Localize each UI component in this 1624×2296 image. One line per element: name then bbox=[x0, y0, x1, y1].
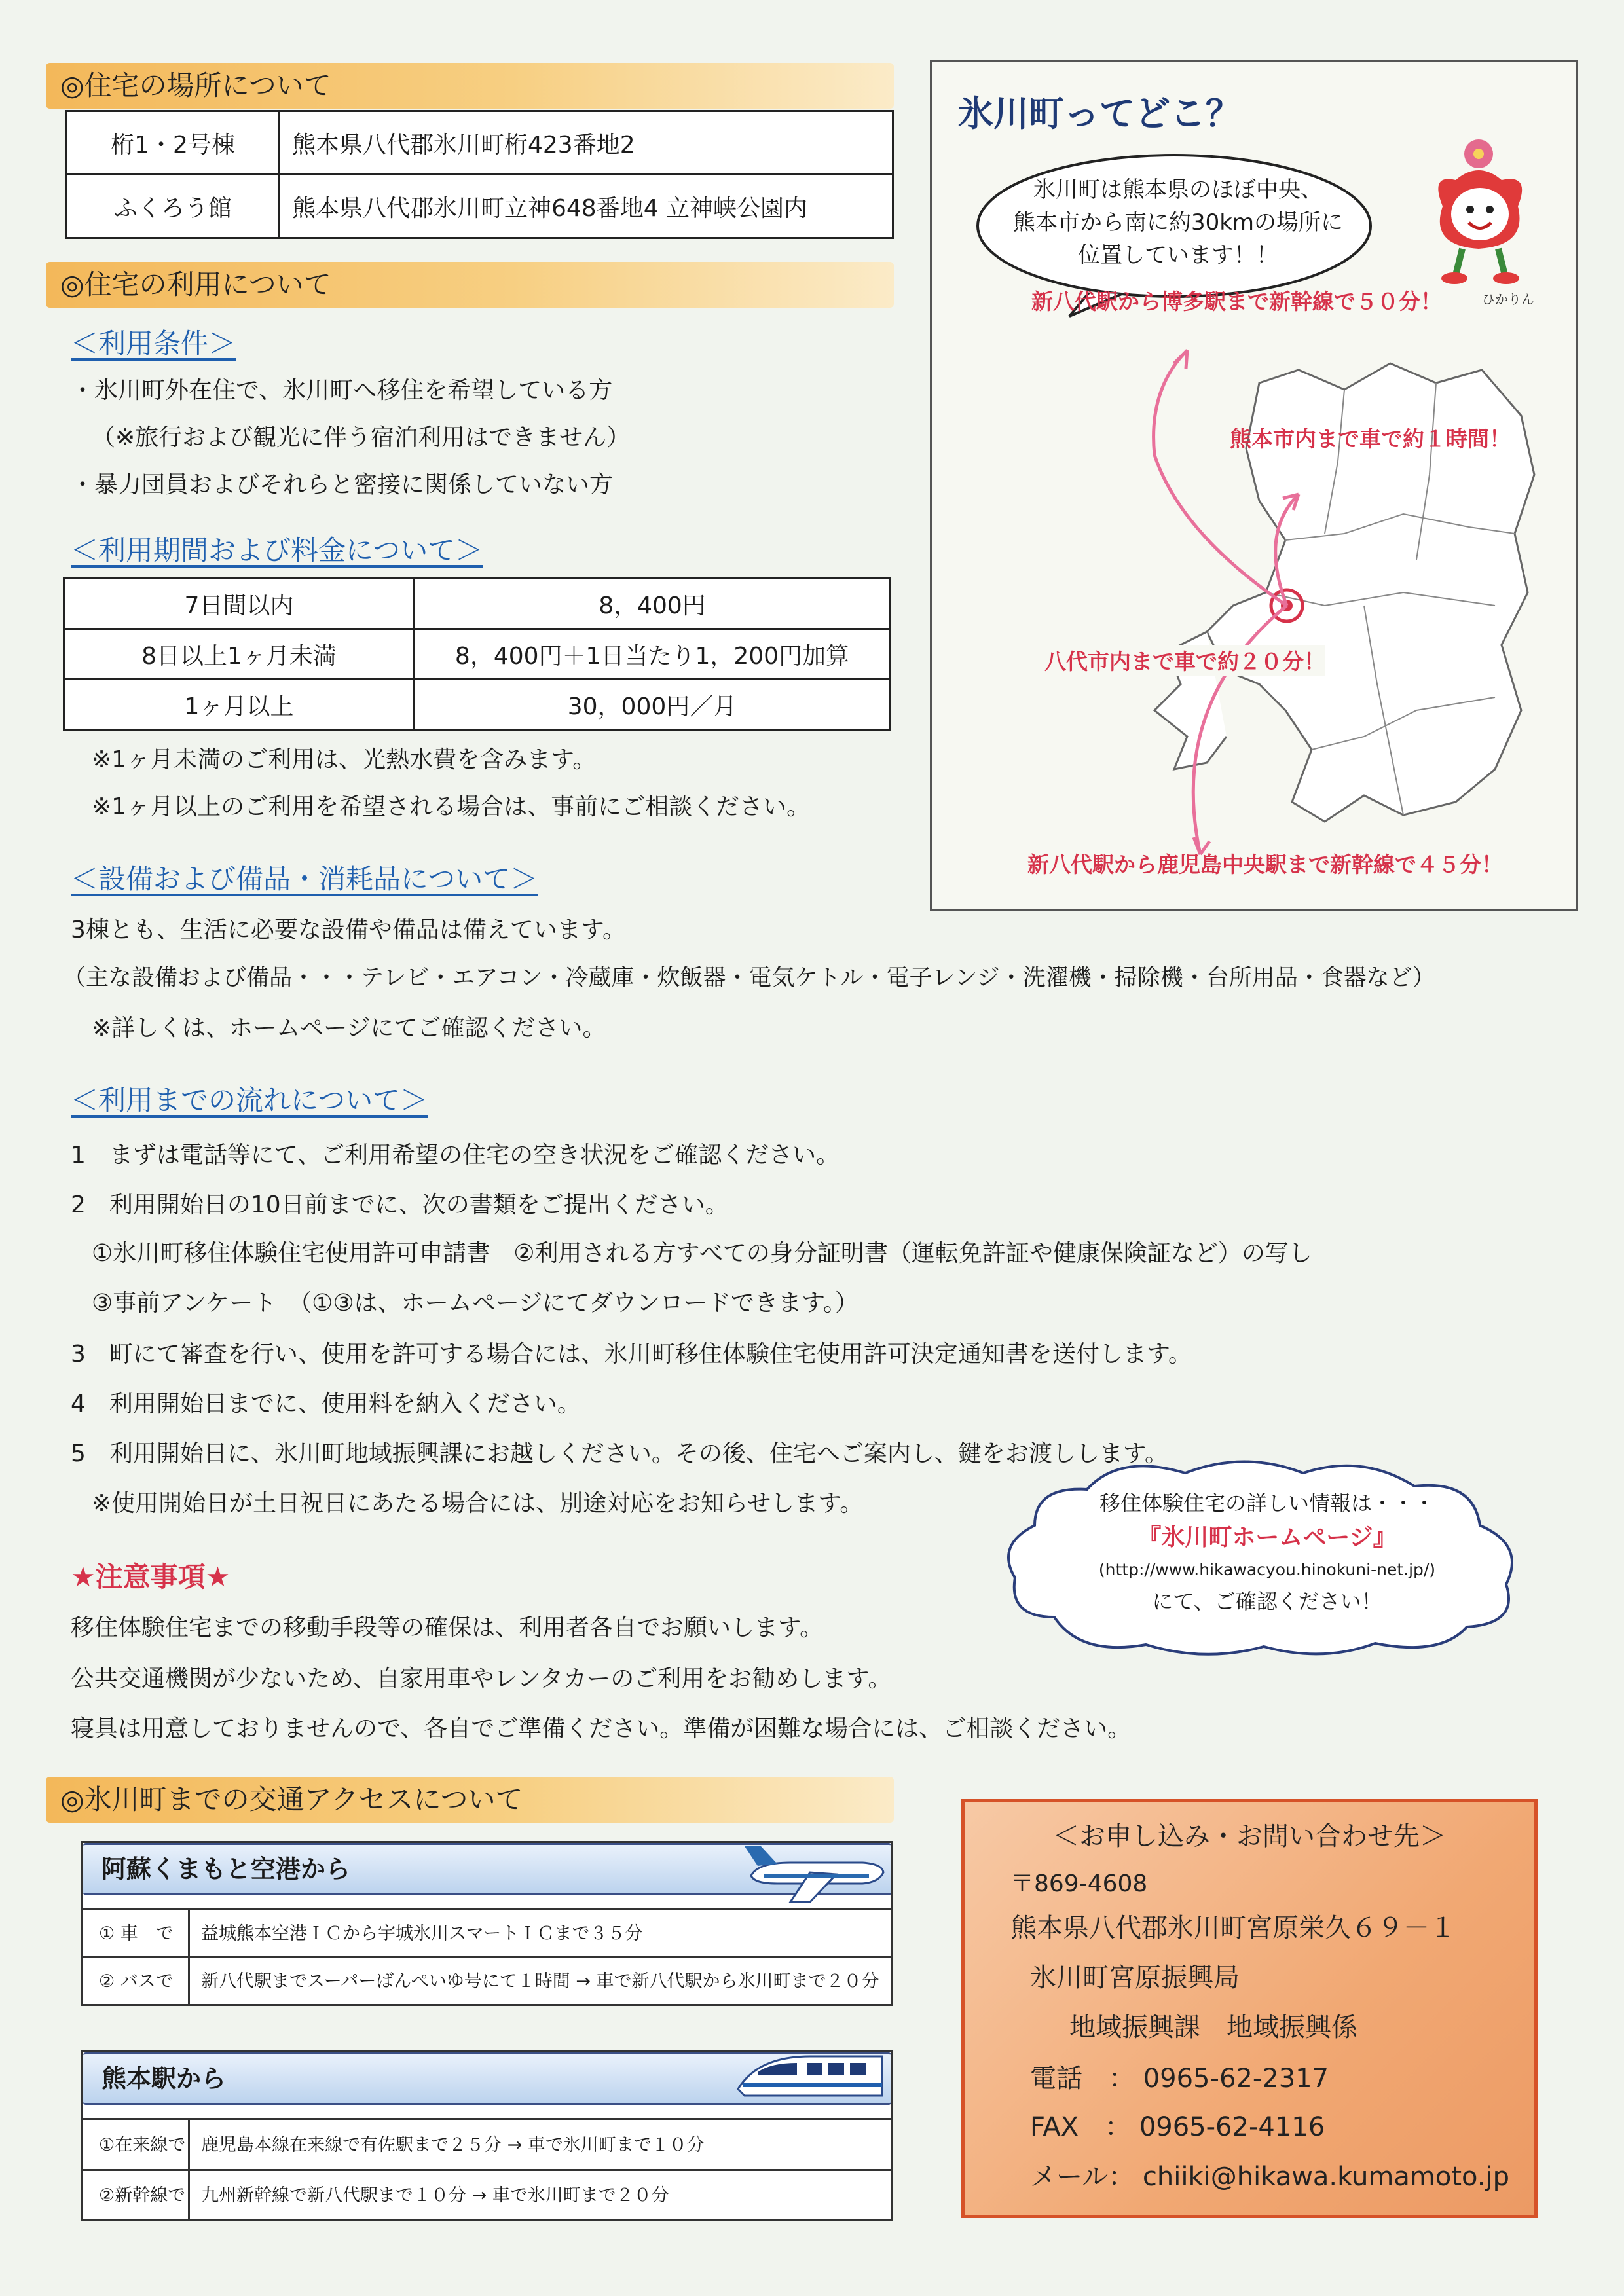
access-detail: 鹿児島本線在来線で有佐駅まで２５分 → 車で氷川町まで１０分 bbox=[201, 2135, 705, 2155]
fee-period: 1ヶ月以上 bbox=[64, 680, 415, 730]
fee-note: ※1ヶ月以上のご利用を希望される場合は、事前にご相談ください。 bbox=[92, 793, 811, 820]
contact-email[interactable]: メール： chiiki@hikawa.kumamoto.jp bbox=[1030, 2162, 1510, 2192]
homepage-info bbox=[995, 1486, 1539, 1618]
fee-title: ＜利用期間および料金について＞ bbox=[71, 534, 483, 566]
access-detail: 益城熊本空港ＩＣから宇城氷川スマートＩＣまで３５分 bbox=[201, 1923, 643, 1944]
route-label: 熊本市内まで車で約１時間！ bbox=[1230, 426, 1511, 452]
map-panel bbox=[930, 60, 1578, 911]
access-method: ①在来線で bbox=[99, 2135, 186, 2155]
route-label: 八代市内まで車で約２０分！ bbox=[1044, 645, 1325, 676]
access-method: ① 車 で bbox=[99, 1923, 174, 1944]
fee-period: 7日間以内 bbox=[64, 579, 415, 629]
route-label: 新八代駅から博多駅まで新幹線で５０分！ bbox=[1031, 289, 1442, 314]
route-arrows bbox=[1102, 337, 1338, 874]
table-row bbox=[83, 1908, 891, 1958]
map-title: 氷川町ってどこ？ bbox=[958, 93, 1241, 134]
flow-step: 4 利用開始日までに、使用料を納入ください。 bbox=[71, 1391, 581, 1417]
access-detail: 新八代駅までスーパーばんぺいゆ号にて１時間 → 車で新八代駅から氷川町まで２０分 bbox=[201, 1971, 879, 1992]
equipment-title: ＜設備および備品・消耗品について＞ bbox=[71, 863, 538, 895]
contact-phone[interactable]: 電話 ： 0965-62-2317 bbox=[1030, 2064, 1329, 2094]
contact-postal: 〒869-4608 bbox=[1010, 1870, 1148, 1897]
bubble-text bbox=[995, 173, 1361, 272]
mascot-name: ひかりん bbox=[1482, 291, 1534, 307]
equipment-line: 3棟とも、生活に必要な設備や備品は備えています。 bbox=[71, 917, 627, 943]
flow-step: ①氷川町移住体験住宅使用許可申請書 ②利用される方すべての身分証明書（運転免許証や健康保険証など）の写し bbox=[92, 1240, 1312, 1267]
airport-title: 阿蘇くまもと空港から bbox=[83, 1843, 891, 1895]
contact-title: ＜お申し込み・お問い合わせ先＞ bbox=[1053, 1821, 1446, 1851]
conditions-title: ＜利用条件＞ bbox=[71, 327, 236, 359]
homepage-url[interactable]: (http://www.hikawacyou.hinokuni-net.jp/) bbox=[1098, 1560, 1436, 1579]
condition-line: ・氷川町外在住で、氷川町へ移住を希望している方 bbox=[71, 377, 613, 404]
table-row bbox=[83, 1956, 891, 2006]
fee-amount: 8，400円＋1日当たり1，200円加算 bbox=[415, 629, 891, 680]
table-row bbox=[64, 579, 891, 629]
contact-fax: FAX ： 0965-62-4116 bbox=[1030, 2112, 1325, 2142]
bubble-line: 熊本市から南に約30kmの場所に bbox=[1012, 210, 1344, 236]
location-address: 熊本県八代郡氷川町桁423番地2 bbox=[280, 111, 893, 175]
flow-step: 2 利用開始日の10日前までに、次の書類をご提出ください。 bbox=[71, 1192, 729, 1218]
table-row bbox=[64, 680, 891, 730]
condition-line: ・暴力団員およびそれらと密接に関係していない方 bbox=[71, 471, 614, 498]
contact-address: 熊本県八代郡氷川町宮原栄久６９－１ bbox=[1010, 1913, 1456, 1943]
bubble-line: 位置しています！！ bbox=[1078, 242, 1278, 268]
caution-title: ★注意事項★ bbox=[71, 1561, 231, 1593]
table-row bbox=[67, 111, 893, 175]
route-label: 新八代駅から鹿児島中央駅まで新幹線で４５分！ bbox=[1027, 852, 1503, 877]
flow-step: 3 町にて審査を行い、使用を許可する場合には、氷川町移住体験住宅使用許可決定通知書を送付します。 bbox=[71, 1341, 1192, 1368]
homepage-line: 移住体験住宅の詳しい情報は・・・ bbox=[1099, 1491, 1435, 1516]
equipment-line: （主な設備および備品・・・テレビ・エアコン・冷蔵庫・炊飯器・電気ケトル・電子レンジ・洗濯機・掃除機・台所用品・食器など） bbox=[63, 965, 1435, 991]
equipment-line: ※詳しくは、ホームページにてご確認ください。 bbox=[92, 1015, 606, 1042]
train-icon bbox=[731, 2043, 889, 2109]
access-detail: 九州新幹線で新八代駅まで１０分 → 車で氷川町まで２０分 bbox=[201, 2185, 669, 2206]
condition-line: （※旅行および観光に伴う宿泊利用はできません） bbox=[92, 424, 631, 451]
contact-box bbox=[961, 1799, 1538, 2218]
contact-office: 氷川町宮原振興局 bbox=[1030, 1963, 1240, 1993]
fee-note: ※1ヶ月未満のご利用は、光熱水費を含みます。 bbox=[92, 746, 597, 773]
table-row bbox=[64, 629, 891, 680]
location-heading: ◎住宅の場所について bbox=[46, 63, 894, 109]
mascot-icon bbox=[1416, 134, 1547, 304]
station-title: 熊本駅から bbox=[83, 2052, 891, 2105]
airport-access-box bbox=[81, 1841, 893, 2006]
access-heading: ◎氷川町までの交通アクセスについて bbox=[46, 1777, 894, 1823]
station-access-box bbox=[81, 2050, 893, 2221]
access-method: ② バスで bbox=[99, 1971, 174, 1992]
usage-heading: ◎住宅の利用について bbox=[46, 262, 894, 308]
flow-step: 5 利用開始日に、氷川町地域振興課にお越しください。その後、住宅へご案内し、鍵をお渡しします。 bbox=[71, 1440, 1169, 1467]
location-name: 桁1・2号棟 bbox=[67, 111, 280, 175]
fee-period: 8日以上1ヶ月未満 bbox=[64, 629, 415, 680]
bubble-line: 氷川町は熊本県のほぼ中央、 bbox=[1033, 177, 1323, 203]
table-row bbox=[83, 2169, 891, 2221]
contact-department: 地域振興課 地域振興係 bbox=[1069, 2013, 1357, 2043]
fee-table bbox=[63, 577, 891, 731]
flow-step: 1 まずは電話等にて、ご利用希望の住宅の空き状況をご確認ください。 bbox=[71, 1142, 840, 1169]
fee-amount: 8，400円 bbox=[415, 579, 891, 629]
flow-title: ＜利用までの流れについて＞ bbox=[71, 1084, 428, 1116]
caution-line: 公共交通機関が少ないため、自家用車やレンタカーのご利用をお勧めします。 bbox=[71, 1666, 892, 1692]
flow-note: ※使用開始日が土日祝日にあたる場合には、別途対応をお知らせします。 bbox=[92, 1490, 864, 1517]
airplane-icon bbox=[738, 1836, 889, 1908]
flow-step: ③事前アンケート （①③は、ホームページにてダウンロードできます。） bbox=[92, 1290, 859, 1317]
caution-line: 寝具は用意しておりませんので、各自でご準備ください。準備が困難な場合には、ご相談ください。 bbox=[71, 1715, 1132, 1742]
fee-amount: 30，000円／月 bbox=[415, 680, 891, 730]
location-table bbox=[65, 110, 894, 239]
caution-line: 移住体験住宅までの移動手段等の確保は、利用者各自でお願いします。 bbox=[71, 1614, 824, 1641]
access-method: ②新幹線で bbox=[99, 2185, 186, 2206]
location-name: ふくろう館 bbox=[67, 175, 280, 238]
homepage-line: にて、ご確認ください！ bbox=[1152, 1589, 1382, 1614]
table-row bbox=[83, 2118, 891, 2171]
table-row bbox=[67, 175, 893, 238]
homepage-link[interactable]: 『氷川町ホームページ』 bbox=[1137, 1524, 1397, 1551]
location-address: 熊本県八代郡氷川町立神648番地4 立神峡公園内 bbox=[280, 175, 893, 238]
